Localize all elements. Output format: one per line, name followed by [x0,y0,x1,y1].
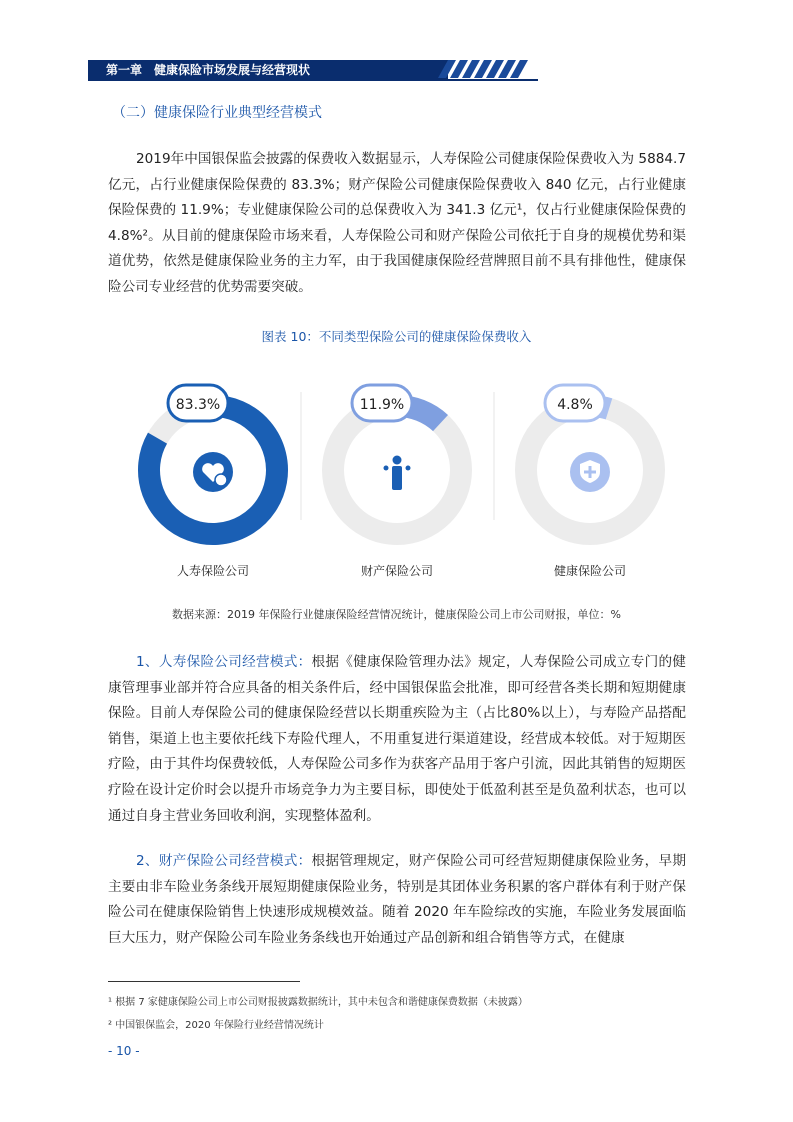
shield-plus-h [584,471,596,474]
paragraph-2 [108,650,686,829]
person-body [392,466,402,490]
header-stripes [430,58,540,80]
category-label: 健康保险公司 [553,564,627,578]
paragraph-1: 2019年中国银保监会披露的保费收入数据显示，人寿保险公司健康保险保费收入为 5884.7 亿元，占行业健康保险保费的 83.3%；财产保险公司健康保险保费收入 840 亿元，占行业健康保险保费的 11.9%；专业健康保险公司的总保费收入为 341.3 亿元¹，仅占行业健康保险保费的 4.8%²。从目前的健康保险市场来看，人寿保险公司和财产保险公司依托于自身的规模优势和渠道优势，依然是健康保险业务的主力军，由于我国健康保险经营牌照目前不具有排他性，健康保险公司专业经营的优势需要突破。 [108,151,686,295]
section-title: （二）健康保险行业典型经营模式 [112,105,322,121]
figure-title: 图表 10：不同类型保险公司的健康保险保费收入 [261,329,532,344]
footnote-rule [108,981,300,982]
person-icon [393,456,402,465]
footnote-2: ² 中国银保监会，2020 年保险行业经营情况统计 [108,1020,324,1031]
value-label: 83.3% [175,397,221,413]
figure-source: 数据来源：2019 年保险行业健康保险经营情况统计，健康保险公司上市公司财报，单位：% [172,608,621,621]
chapter-header: 第一章 健康保险市场发展与经营现状 [88,60,448,80]
category-label: 财产保险公司 [360,564,434,578]
page-number: - 10 - [108,1044,140,1058]
paragraph-3-body: 根据管理规定，财产保险公司可经营短期健康保险业务，早期主要由非车险业务条线开展短期健康保险业务，特别是其团体业务积累的客户群体有利于财产保险公司在健康保险销售上快速形成规模效益。随着 2020 年车险综改的实施，车险业务发展面临巨大压力，财产保险公司车险业务条线也开始通过产品创新和组合销售等方式，在健康 [108,853,687,946]
plus-badge [215,474,227,486]
value-label: 11.9% [359,397,405,413]
paragraph-3-lead: 2、财产保险公司经营模式： [136,853,312,869]
paragraph-3 [108,849,686,951]
person-hand-left [384,466,389,471]
category-label: 人寿保险公司 [176,564,250,578]
paragraph-2-body: 根据《健康保险管理办法》规定，人寿保险公司成立专门的健康管理事业部并符合应具备的相关条件后，经中国银保监会批准，即可经营各类长期和短期健康保险。目前人寿保险公司的健康保险经营以长期重疾险为主（占比80%以上），与寿险产品搭配销售，渠道上也主要依托线下寿险代理人，不用重复进行渠道建设，经营成本较低。对于短期医疗险，由于其件均保费较低，人寿保险公司多作为获客产品用于客户引流，因此其销售的短期医疗险在设计定价时会以提升市场竞争力为主要目标，即使处于低盈利甚至是负盈利状态，也可以通过自身主营业务回收利润，实现整体盈利。 [108,654,687,824]
person-hand-right [406,466,411,471]
footnote-1: ¹ 根据 7 家健康保险公司上市公司财报披露数据统计，其中未包含和谐健康保费数据（未披露） [108,997,528,1008]
paragraph-2-lead: 1、人寿保险公司经营模式： [136,654,312,670]
donut-chart [100,370,700,590]
value-label: 4.8% [557,397,593,413]
